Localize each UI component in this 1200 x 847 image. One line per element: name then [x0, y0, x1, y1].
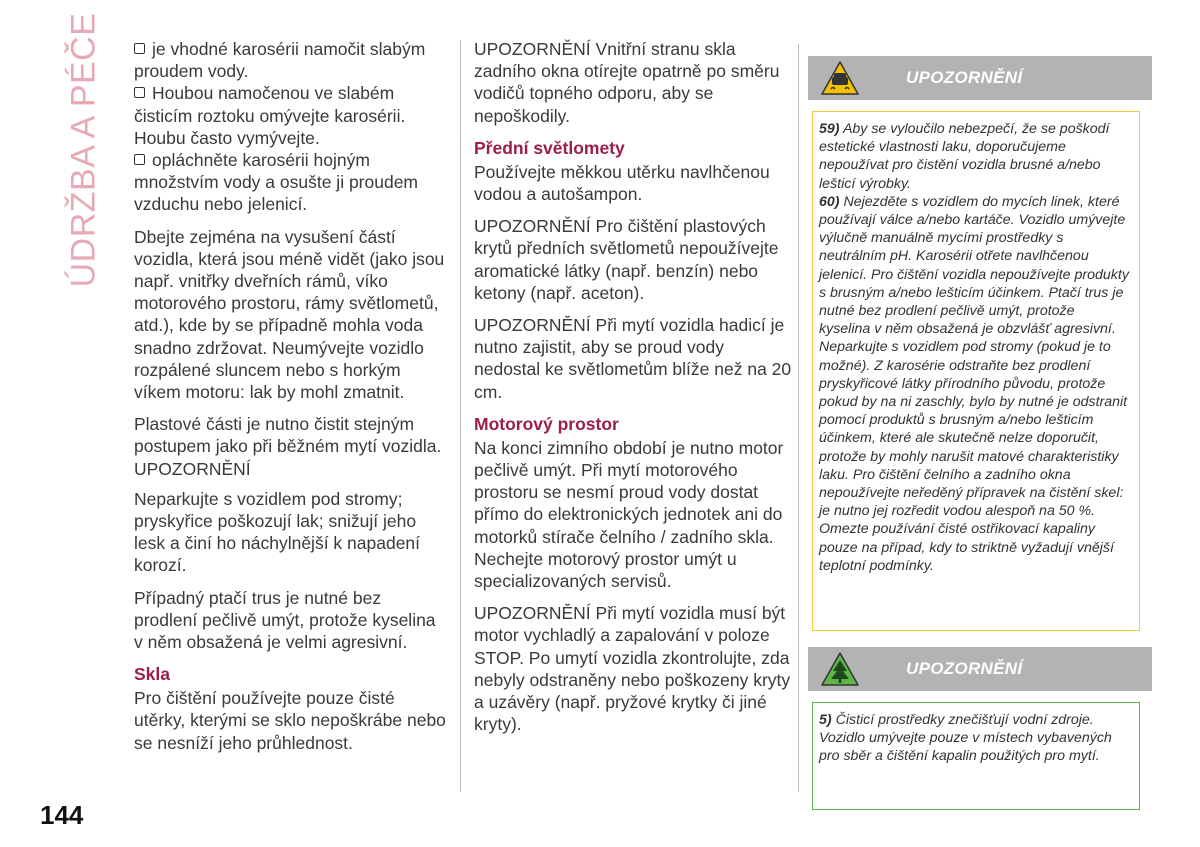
section-title: ÚDRŽBA A PÉČE — [64, 12, 103, 288]
paragraph-headlights: Používejte měkkou utěrku navlhčenou vodou a autošampon. — [474, 161, 770, 205]
column-left — [134, 38, 446, 764]
tree-environment-icon — [820, 651, 860, 687]
section-side-tab — [60, 12, 108, 288]
note-number: 59) — [819, 121, 840, 137]
note-60 — [819, 193, 1129, 575]
checkbox-bullet-icon — [134, 43, 145, 54]
note-text: Nejezděte s vozidlem do mycích linek, které používají válce a/nebo kartáče. Vozidlo umývejte výlučně manuálně mycími prostředky s neutrálním pH. Karosérii otřete navlhčenou jelenicí. Pro čištění vozidla nepoužívejte produkty s brusným a/nebo lešticím účinkem. Ptačí trus je nutné bez prodlení pečlivě umýt, protože kyselina v něm obsažená je obzvlášť agresivní. Neparkujte s vozidlem pod stromy (pokud je to možné). Z karosérie odstraňte bez prodlení pryskyřicové látky přírodního původu, protože pokud by na ni zaschly, bylo by nutné je odstranit pomocí produktů s brusným a/nebo lešticím účinkem, které ale skutečně nelze doporučit, protože by mohly narušit matové charakteristiky laku. Pro čištění čelního a zadního okna nepoužívejte neředěný přípravek na čistění skel: je nutno jej rozředit vodou alespoň na 50 %. Omezte používání čisté ostřikovací kapaliny pouze na případ, kdy to striktně vyžadují vnější teplotní podmínky. — [819, 193, 1129, 574]
paragraph-drying: Dbejte zejména na vysušení částí vozidla, která jsou méně vidět (jako jsou např. vnitřky dveřních rámů, víko motorového prostoru, rámy světlometů, atd.), kde by se případně mohla voda snadno zdržovat. Neumývejte vozidlo rozpálené sluncem nebo s horkým víkem motoru: lak by mohl zmatnit. — [134, 226, 445, 403]
warning-title: UPOZORNĚNÍ — [906, 659, 1023, 678]
page-number: 144 — [40, 800, 84, 830]
warning-box-paint — [812, 111, 1140, 631]
paragraph-bird-droppings: Případný ptačí trus je nutné bez prodlení pečlivě umýt, protože kyselina v něm obsažená je velmi agresivní. — [134, 587, 436, 653]
column-divider — [460, 40, 461, 792]
paragraph-headlight-covers: UPOZORNĚNÍ Pro čištění plastových krytů předních světlometů nepoužívejte aromatické látky (např. benzín) nebo ketony (např. aceton). — [474, 216, 779, 303]
column-middle — [474, 38, 794, 745]
heading-headlights: Přední světlomety — [474, 137, 625, 158]
note-number: 60) — [819, 193, 840, 210]
paragraph-rear-window: UPOZORNĚNÍ Vnitřní stranu skla zadního okna otírejte opatrně po směru vodičů topného odporu, aby se nepoškodily. — [474, 39, 780, 126]
list-item — [134, 82, 446, 149]
list-item-text: je vhodné karosérii namočit slabým proudem vody. — [134, 39, 426, 82]
paragraph-hose: UPOZORNĚNÍ Při mytí vozidla hadicí je nutno zajistit, aby se proud vody nedostal ke světlometům blíže než na 20 cm. — [474, 315, 792, 402]
column-divider — [798, 44, 799, 792]
paragraph-glass: Pro čištění používejte pouze čisté utěrky, kterými se sklo nepoškrábe nebo se nesníží jeho průhlednost. — [134, 688, 446, 753]
note-5 — [819, 711, 1129, 766]
paragraph-trees: Neparkujte s vozidlem pod stromy; pryskyřice poškozují lak; snižují jeho lesk a činí ho náchylnější k napadení korozí. — [134, 488, 421, 576]
warning-label: UPOZORNĚNÍ — [134, 458, 251, 479]
checkbox-bullet-icon — [134, 154, 145, 165]
paragraph-plastic: Plastové části je nutno čistit stejným postupem jako při běžném mytí vozidla. — [134, 414, 442, 457]
list-item-text: opláchněte karosérii hojným množstvím vody a osušte ji proudem vzduchu nebo jelenicí. — [134, 150, 419, 215]
car-skid-warning-icon — [820, 60, 860, 96]
checkbox-bullet-icon — [134, 87, 145, 98]
list-item-text: Houbou namočenou ve slabém čisticím roztoku omývejte karosérii. Houbu často vymývejte. — [134, 83, 406, 148]
paragraph-engine: Na konci zimního období je nutno motor pečlivě umýt. Při mytí motorového prostoru se nesmí proud vody dostat přímo do elektronických jednotek ani do motorků stírače čelního / zadního skla. Nechejte motorový prostor umýt u specializovaných servisů. — [474, 437, 784, 592]
note-text: Čisticí prostředky znečišťují vodní zdroje. Vozidlo umývejte pouze v místech vybavených pro sběr a čištění kapalin použitých pro mytí. — [819, 712, 1112, 765]
warning-title: UPOZORNĚNÍ — [906, 68, 1023, 87]
note-59 — [819, 120, 1129, 193]
warning-header — [808, 647, 1152, 691]
list-item — [134, 38, 446, 82]
list-item — [134, 149, 446, 216]
warning-box-environment — [812, 702, 1140, 810]
note-text: Aby se vyloučilo nebezpečí, že se poškodí estetické vlastnosti laku, doporučujeme nepoužívat pro čistění vozidla brusné a/nebo lešticí výrobky. — [819, 121, 1110, 192]
warning-header — [808, 56, 1152, 100]
paragraph-engine-warning: UPOZORNĚNÍ Při mytí vozidla musí být motor vychladlý a zapalování v poloze STOP. Po umytí vozidla zkontrolujte, zda nebyly odstraněny nebo poškozeny kryty a uzávěry (např. pryžové krytky či jiné kryty). — [474, 603, 791, 735]
heading-engine: Motorový prostor — [474, 413, 619, 434]
heading-glass: Skla — [134, 664, 170, 685]
note-number: 5) — [819, 712, 832, 728]
